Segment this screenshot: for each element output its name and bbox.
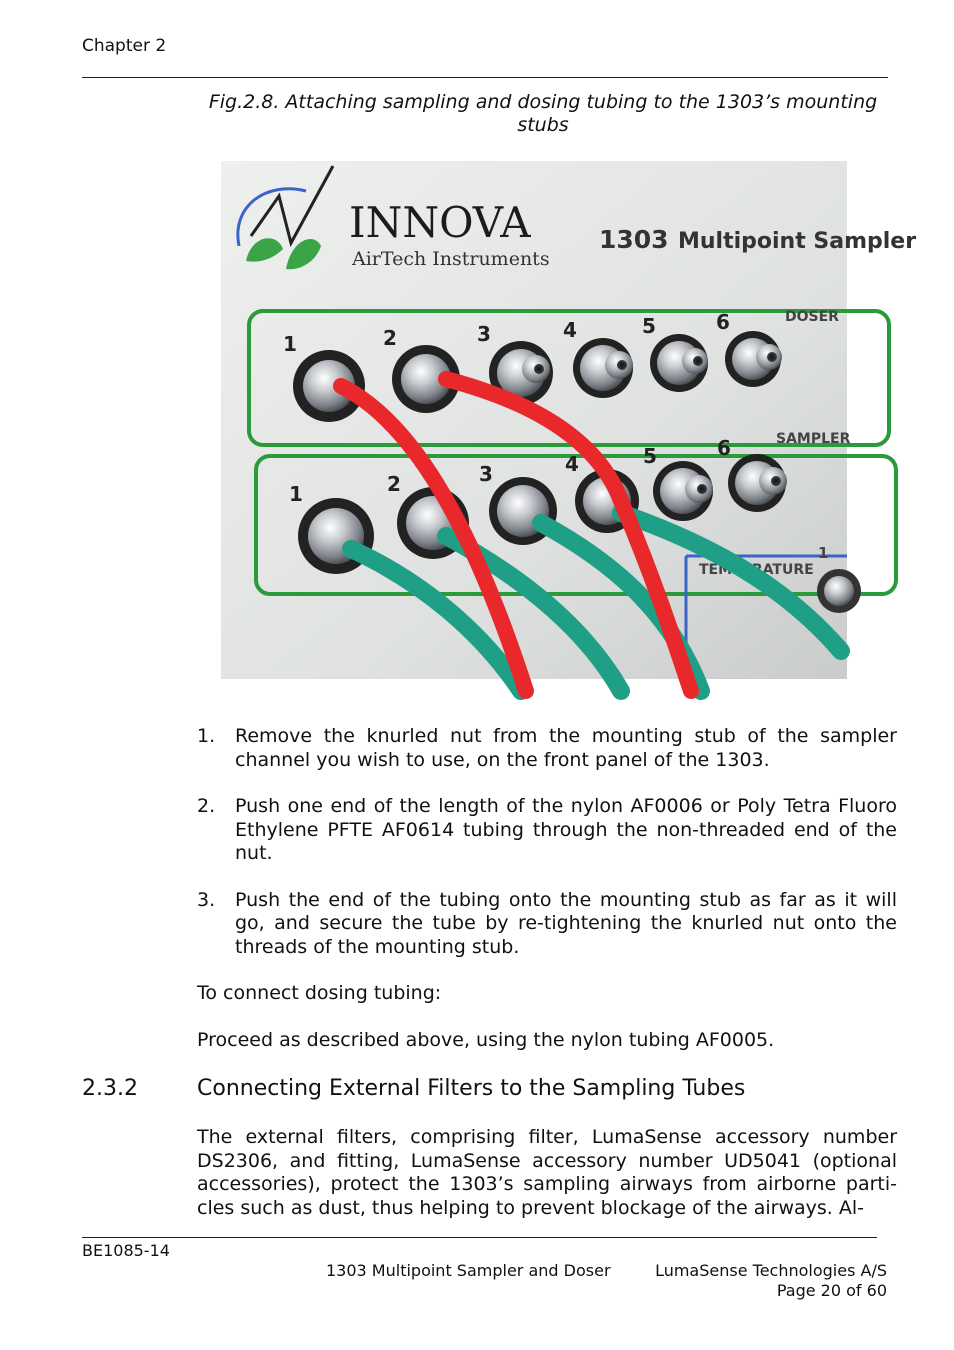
sampler-ch3-num: 3 xyxy=(479,462,493,486)
step-item xyxy=(197,725,897,772)
step-item xyxy=(197,795,897,866)
panel-model-title: Multipoint Sampler xyxy=(678,229,917,254)
doser-ch5-num: 5 xyxy=(642,314,656,338)
doser-ch1-num: 1 xyxy=(283,332,297,356)
panel-model: 1303 xyxy=(599,225,669,254)
step-list xyxy=(197,725,897,959)
temperature-num: 1 xyxy=(818,544,829,562)
step-number: 2. xyxy=(197,795,216,817)
sampler-label: SAMPLER xyxy=(776,431,851,447)
sampler-ch2-num: 2 xyxy=(387,472,401,496)
footer-company: LumaSense Technologies A/S xyxy=(655,1261,887,1280)
running-header-chapter: Chapter 2 xyxy=(82,36,167,56)
doser-ch6-num: 6 xyxy=(716,310,730,334)
footer-doc-code: BE1085-14 xyxy=(82,1241,170,1260)
doser-label: DOSER xyxy=(785,309,839,325)
filters-paragraph: The external filters, comprising filter, LumaSense accessory number DS2306, and fitting, LumaSense accessory number UD5041 (optional accessories), protect the 1303’s sampling airways from airborne parti-cles such as dust, thus helping to prevent blockage of the airways. Al- xyxy=(197,1126,897,1219)
connect-dosing-paragraph: To connect dosing tubing: xyxy=(197,982,442,1004)
sampler-ch1-num: 1 xyxy=(289,482,303,506)
step-number: 1. xyxy=(197,725,216,747)
figure-caption: Fig.2.8. Attaching sampling and dosing tubing to the 1303’s mounting stubs xyxy=(208,91,878,136)
step-text: Push one end of the length of the nylon AF0006 or Poly Tetra Fluoro Ethylene PFTE AF0614 tubing through the non-threaded end of the nut. xyxy=(235,795,897,864)
doser-ch2-num: 2 xyxy=(383,326,397,350)
step-text: Push the end of the tubing onto the mounting stub as far as it will go, and secure the tube by re-tightening the knurled nut onto the threads of the mounting stub. xyxy=(235,888,897,958)
figure-photo xyxy=(221,161,917,679)
footer-rule xyxy=(82,1237,877,1238)
sampler-ch4-num: 4 xyxy=(565,452,579,476)
header-rule xyxy=(82,77,888,78)
footer-page-number: Page 20 of 60 xyxy=(776,1281,887,1300)
sampler-ch5-num: 5 xyxy=(643,444,657,468)
doser-ch3-num: 3 xyxy=(477,322,491,346)
sampler-ch6-num: 6 xyxy=(717,436,731,460)
proceed-paragraph: Proceed as described above, using the nylon tubing AF0005. xyxy=(197,1029,775,1051)
panel-brand-sub: AirTech Instruments xyxy=(352,248,550,270)
step-number: 3. xyxy=(197,888,216,911)
step-text: Remove the knurled nut from the mounting stub of the sampler channel you wish to use, on the front panel of the 1303. xyxy=(235,725,897,771)
section-number: 2.3.2 xyxy=(82,1076,138,1101)
temperature-label: TEMPERATURE xyxy=(699,562,814,578)
footer-doc-title: 1303 Multipoint Sampler and Doser xyxy=(326,1261,611,1280)
panel-brand: INNOVA xyxy=(349,198,531,247)
doser-ch4-num: 4 xyxy=(563,318,577,342)
section-title: Connecting External Filters to the Sampling Tubes xyxy=(197,1076,746,1101)
step-item xyxy=(197,889,897,960)
